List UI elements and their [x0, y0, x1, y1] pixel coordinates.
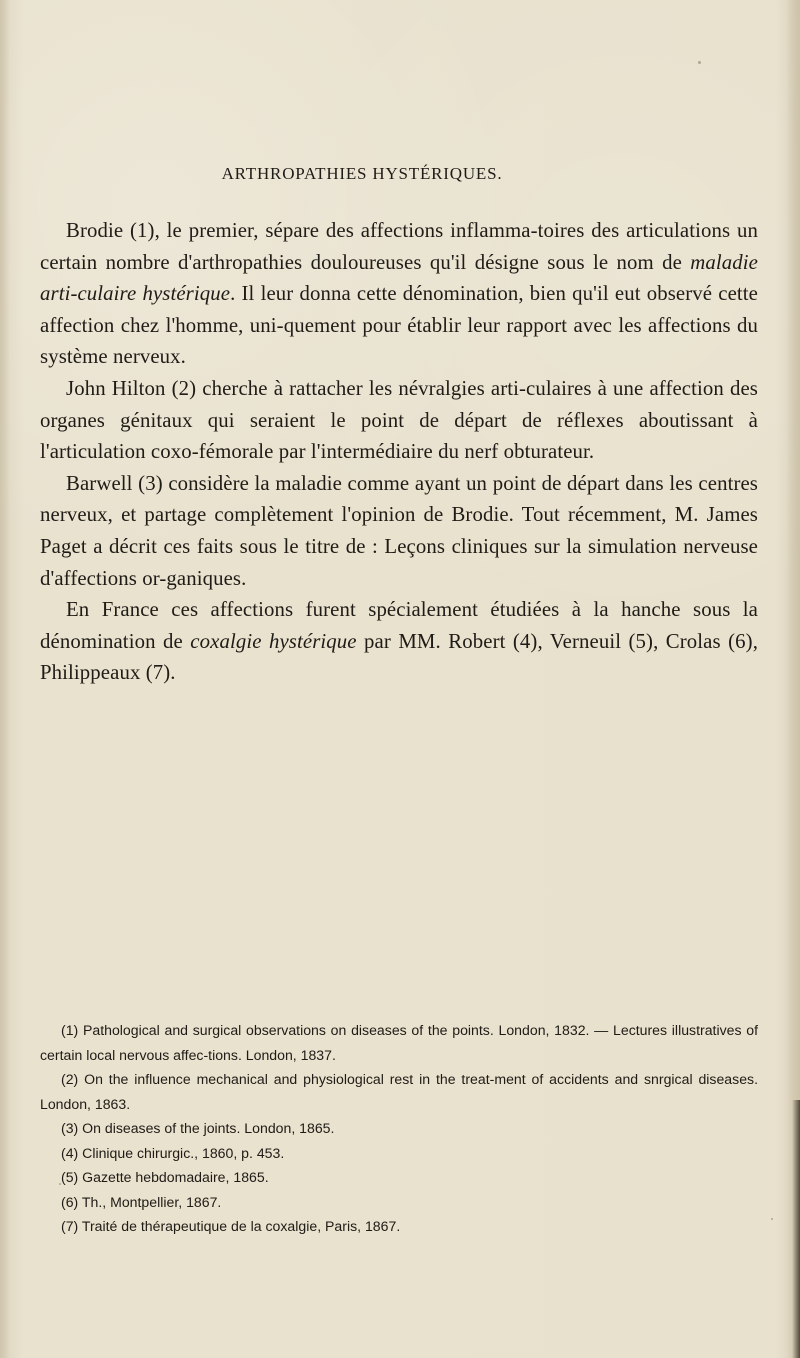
paragraph-4-italic: coxalgie hystérique — [190, 629, 357, 653]
footnote-4: (4) Clinique chirurgic., 1860, p. 453. — [61, 1144, 285, 1161]
left-paper-edge — [0, 0, 10, 1358]
footnotes — [40, 1018, 758, 1239]
paragraph-4-text: En France ces affections furent spécialement étudiées à la hanche sous la dénomination de — [40, 598, 758, 653]
paper-speck — [698, 61, 701, 64]
running-head: ARTHROPATHIES HYSTÉRIQUES. — [221, 164, 503, 183]
footnote-2: (2) On the influence mechanical and physiological rest in the treat-ment of accidents and snrgical diseases. London, 1863. — [40, 1071, 758, 1112]
paragraph-1-text-end: . Il leur donna cette dénomination, bien qu'il eut observé cette affection chez l'homme, uni-quement pour établir leur rapport avec les affections du système nerveux. — [40, 282, 759, 369]
paragraph-3: Barwell (3) considère la maladie comme ayant un point de départ dans les centres nerveux, et partage complètement l'opinion de Brodie. Tout récemment, M. James Paget a décrit ces faits sous le titre de : Leçons cliniques sur la simulation nerveuse d'affections or-ganiques. — [40, 471, 758, 590]
paragraph-4 — [40, 594, 758, 689]
paragraph-1-text: Brodie (1), le premier, sépare des affections inflamma-toires des articulations un certain nombre d'arthropathies douloureuses qu'il désigne sous le nom de — [40, 219, 758, 274]
footnote-5: (5) Gazette hebdomadaire, 1865. — [61, 1169, 269, 1185]
page-edge-shadow — [792, 1100, 800, 1358]
paragraph-1-italic: maladie arti-culaire hystérique — [40, 250, 758, 306]
paragraph-1 — [40, 215, 758, 373]
paper-speck — [771, 1218, 773, 1220]
main-text — [40, 215, 758, 689]
footnote-6: (6) Th., Montpellier, 1867. — [61, 1193, 222, 1210]
footnote-7: (7) Traité de thérapeutique de la coxalgie, Paris, 1867. — [61, 1218, 401, 1234]
paragraph-2: John Hilton (2) cherche à rattacher les névralgies arti-culaires à une affection des organes génitaux qui seraient le point de départ de réflexes aboutissant à l'articulation coxo-fémorale par l'intermédiaire du nerf obturateur. — [40, 376, 758, 464]
footnote-1: (1) Pathological and surgical observations on diseases of the points. London, 1832. — Lectures illustratives of certain local nervous affec-tions. London, 1837. — [40, 1022, 758, 1063]
footnote-3: (3) On diseases of the joints. London, 1865. — [61, 1120, 335, 1136]
paragraph-4-text-end: par MM. Robert (4), Verneuil (5), Crolas (6), Philippeaux (7). — [40, 629, 758, 685]
